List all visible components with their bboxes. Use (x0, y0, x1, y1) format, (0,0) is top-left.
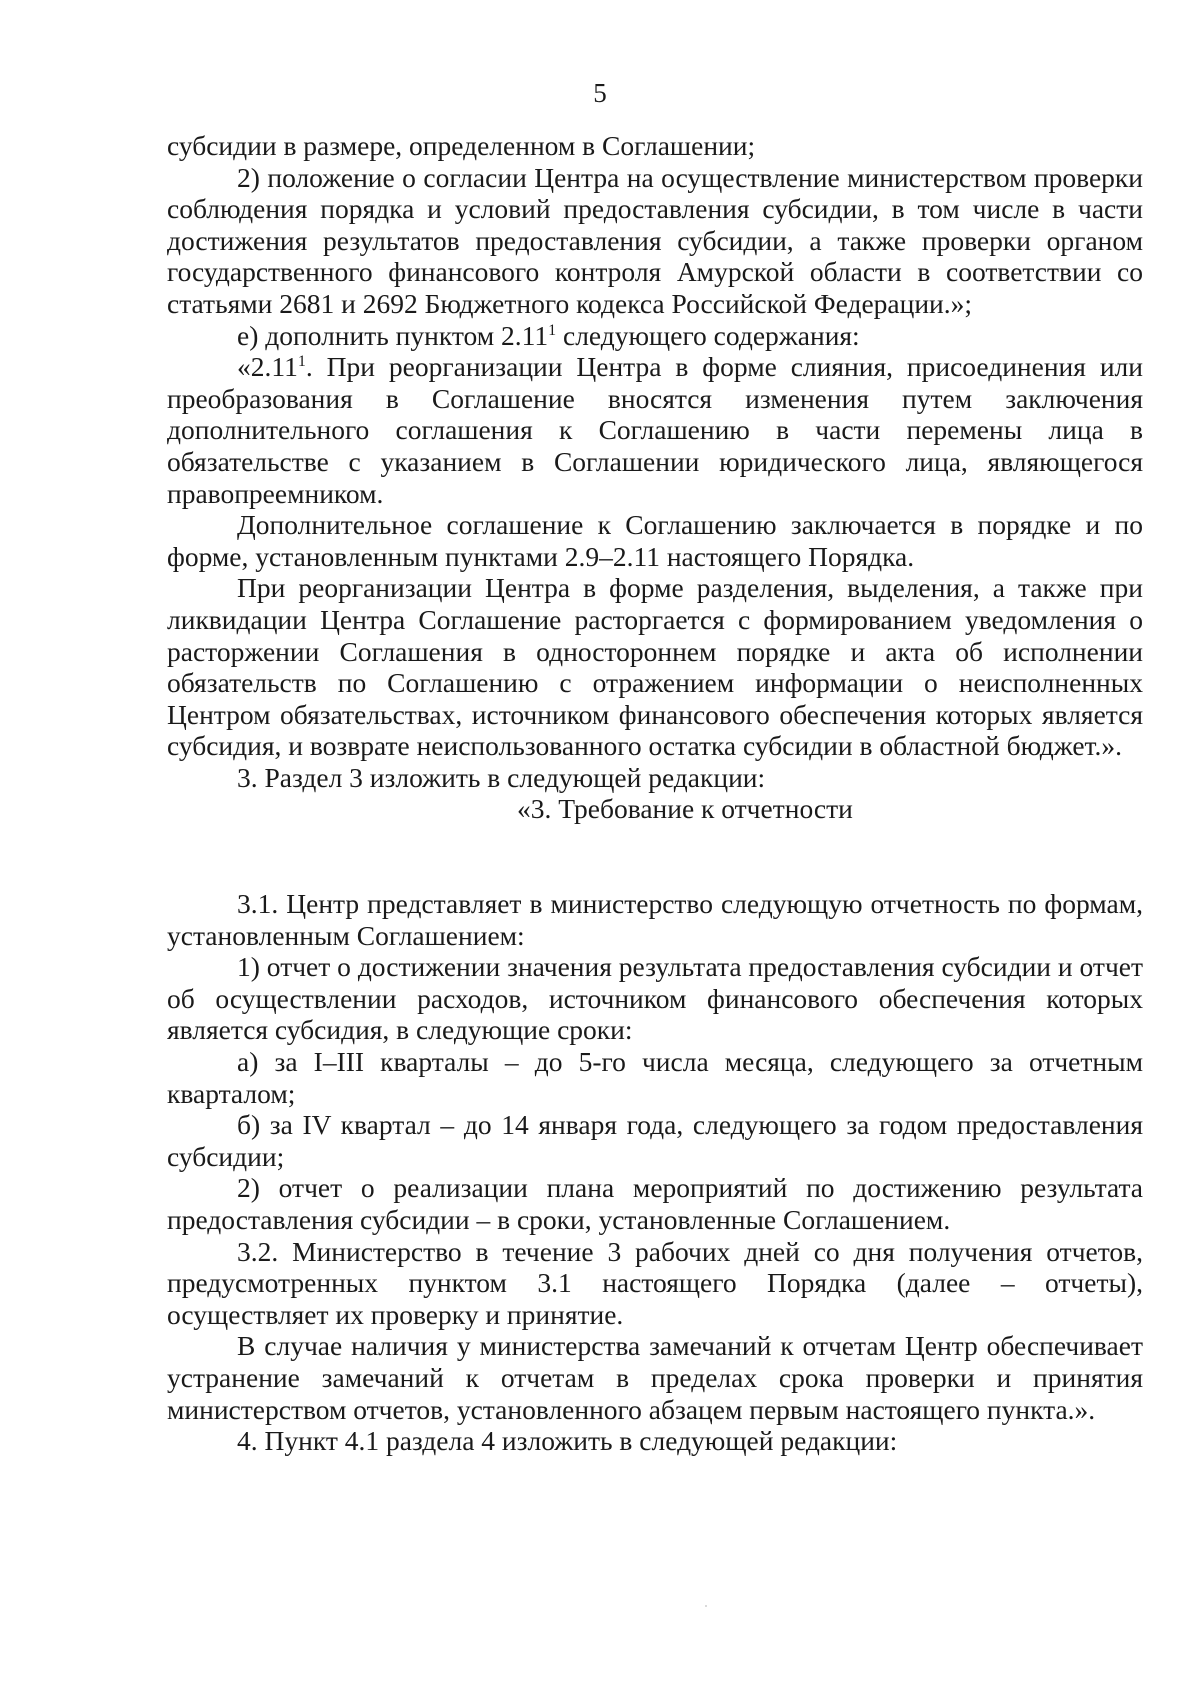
text-fragment: следующего содержания: (556, 319, 860, 351)
text-fragment: е) дополнить пунктом 2.11 (237, 319, 549, 351)
paragraph-action-plan-report: 2) отчет о реализации плана мероприятий по достижению результата предоставления субсидии – в сроки, установленные Соглашением. (167, 1172, 1143, 1235)
paragraph-quarters-1-3: а) за I–III кварталы – до 5-го числа месяца, следующего за отчетным кварталом; (167, 1046, 1143, 1109)
document-body (167, 130, 1143, 1457)
paragraph-add-clause (167, 320, 1143, 352)
section-heading: «3. Требование к отчетности (517, 793, 853, 825)
paragraph-3-2: 3.2. Министерство в течение 3 рабочих дней со дня получения отчетов, предусмотренных пунктом 3.1 настоящего Порядка (далее – отчеты), осуществляет их проверку и принятие. (167, 1235, 1143, 1330)
page-number: 5 (593, 78, 607, 108)
paragraph-inspection-consent: 2) положение о согласии Центра на осуществление министерством проверки соблюдения порядка и условий предоставления субсидии, в том числе в части достижения результатов предоставления субсидии, а также проверки органом государственного финансового контроля Амурской области в соответствии со статьями 2681 и 2692 Бюджетного кодекса Российской Федерации.»; (167, 161, 1143, 319)
paragraph-section-3-intro: 3. Раздел 3 изложить в следующей редакции: (237, 761, 766, 793)
paragraph-quarter-4: б) за IV квартал – до 14 января года, следующего за годом предоставления субсидии; (167, 1109, 1143, 1172)
scan-artifact (705, 1605, 707, 1607)
superscript: 1 (297, 353, 306, 370)
paragraph-remarks: В случае наличия у министерства замечаний к отчетам Центр обеспечивает устранение замечаний к отчетам в пределах срока проверки и принятия министерством отчетов, установленного абзацем первым настоящего пункта.». (167, 1330, 1143, 1425)
superscript: 1 (548, 321, 557, 339)
paragraph-section-4-intro: 4. Пункт 4.1 раздела 4 изложить в следующей редакции: (237, 1425, 898, 1457)
paragraph-3-1: 3.1. Центр представляет в министерство следующую отчетность по формам, установленным Соглашением: (167, 888, 1143, 951)
paragraph-subsidy-amount: субсидии в размере, определенном в Соглашении; (167, 130, 756, 161)
text-fragment: «2.11 (237, 351, 298, 383)
paragraph-reorganization-division: При реорганизации Центра в форме разделения, выделения, а также при ликвидации Центра Соглашение расторгается с формированием уведомления о расторжении Соглашения в одностороннем порядке и акта об исполнении обязательств по Соглашению с отражением информации о неисполненных Центром обязательствах, источником финансового обеспечения которых является субсидия, и возврате неиспользованного остатка субсидии в областной бюджет.». (167, 572, 1143, 762)
paragraph-reorganization-merger (167, 351, 1143, 509)
paragraph-additional-agreement: Дополнительное соглашение к Соглашению заключается в порядке и по форме, установленным пунктами 2.9–2.11 настоящего Порядка. (167, 509, 1143, 572)
paragraph-report-results: 1) отчет о достижении значения результата предоставления субсидии и отчет об осуществлении расходов, источником финансового обеспечения которых является субсидия, в следующие сроки: (167, 951, 1143, 1046)
text-fragment: . При реорганизации Центра в форме слияния, присоединения или преобразования в Соглашение вносятся изменения путем заключения дополнительного соглашения к Соглашению в части перемены лица в обязательстве с указанием в Соглашении юридического лица, являющегося правопреемником. (167, 351, 1143, 509)
